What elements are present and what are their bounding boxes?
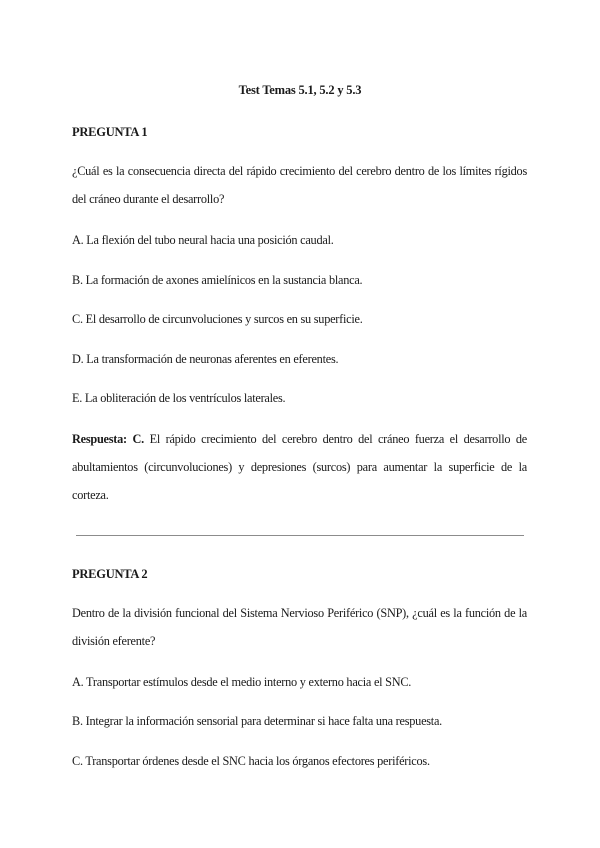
question-2-option-b: B. Integrar la información sensorial para determinar si hace falta una respuesta. <box>72 714 443 728</box>
question-2-text: Dentro de la división funcional del Sistema Nervioso Periférico (SNP), ¿cuál es la función de la división eferente? <box>72 606 527 648</box>
question-2-heading: PREGUNTA 2 <box>72 567 148 581</box>
question-1-option-a: A. La flexión del tubo neural hacia una posición caudal. <box>72 233 334 247</box>
document-title: Test Temas 5.1, 5.2 y 5.3 <box>238 83 362 97</box>
question-1-option-d: D. La transformación de neuronas aferentes en eferentes. <box>72 352 339 366</box>
question-2-option-a: A. Transportar estímulos desde el medio interno y externo hacia el SNC. <box>72 675 412 689</box>
question-1-text: ¿Cuál es la consecuencia directa del rápido crecimiento del cerebro dentro de los límites rígidos del cráneo durante el desarrollo? <box>72 164 527 206</box>
question-1-option-e: E. La obliteración de los ventrículos laterales. <box>72 391 286 405</box>
question-1-answer <box>72 425 527 509</box>
question-1-heading: PREGUNTA 1 <box>72 125 148 139</box>
question-1-option-c: C. El desarrollo de circunvoluciones y surcos en su superficie. <box>72 312 363 326</box>
answer-text: El rápido crecimiento del cerebro dentro del cráneo fuerza el desarrollo de abultamientos (circunvoluciones) y depresiones (surcos) para aumentar la superficie de la corteza. <box>72 432 528 502</box>
answer-letter: C. <box>132 432 144 446</box>
answer-label: Respuesta: <box>72 432 127 446</box>
question-2-option-c: C. Transportar órdenes desde el SNC hacia los órganos efectores periféricos. <box>72 754 430 768</box>
section-divider <box>76 535 524 536</box>
question-1-option-b: B. La formación de axones amielínicos en la sustancia blanca. <box>72 273 363 287</box>
